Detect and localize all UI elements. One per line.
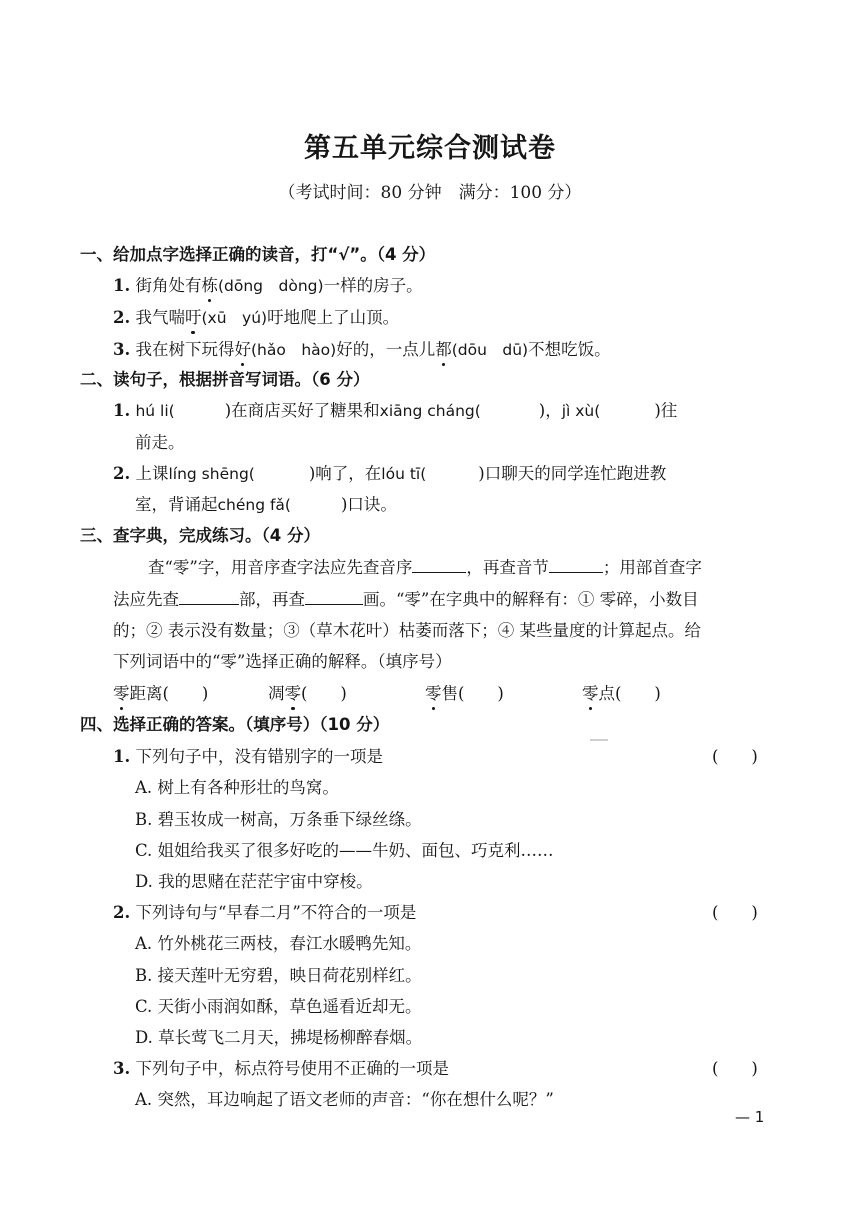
question-number: 2. [113,308,131,327]
scan-smudge [590,739,608,741]
question-text: 我气喘 [135,308,185,327]
section-2-heading: 二、读句子，根据拼音写词语。（6 分） [80,370,370,389]
pinyin-prompt: líng shēng( [168,465,255,483]
page-number: — 1 [735,1108,765,1126]
section-1-heading: 一、给加点字选择正确的读音，打“√”。（4 分） [80,245,436,264]
answer-blank[interactable] [305,590,363,605]
question-text: 不想吃饭。 [528,340,611,359]
paragraph-text: 画。“零”在字典中的解释有：① 零碎，小数目 [363,590,699,609]
dotted-char: 零 [425,680,442,704]
question-number: 3. [113,340,131,359]
option-c: C. 姐姐给我买了很多好吃的——牛奶、面包、巧克利…… [135,841,554,860]
answer-blank[interactable] [179,590,239,605]
s3-line-3: 的；② 表示没有数量；③（草木花叶）枯萎而落下；④ 某些量度的计算起点。给 [113,621,701,640]
question-number: 2. [113,903,131,922]
question-text: 下列句子中，标点符号使用不正确的一项是 [135,1059,449,1078]
pinyin-prompt: hú li( [135,402,175,420]
pinyin-choice[interactable]: (dōng dòng) [217,277,324,295]
paragraph-text: 部，再查 [239,590,305,609]
question-text: 下列诗句与“早春二月”不符合的一项是 [135,903,417,922]
pinyin-prompt: chéng fǎ( [217,496,291,514]
option-a: A. 突然，耳边响起了语文老师的声音：“你在想什么呢？” [135,1090,554,1109]
exam-info: （考试时间：80 分钟 满分：100 分） [278,183,582,203]
answer-blank[interactable] [549,558,603,573]
pinyin-choice[interactable]: (hǎo hào) [250,341,337,359]
option-a: A. 树上有各种形壮的鸟窝。 [135,778,339,797]
question-number: 1. [113,276,131,295]
pinyin-choice[interactable]: (xū yú) [201,309,268,327]
s2-question-1-cont: 前走。 [135,433,185,452]
s3-word-4[interactable] [582,680,661,704]
question-number: 1. [113,401,131,420]
pinyin-prompt: xiāng cháng( [379,402,481,420]
question-text: )响了，在 [308,464,382,483]
dotted-char: 零 [285,680,302,704]
question-number: 1. [113,747,131,766]
s3-line-2 [113,586,699,610]
s3-word-1[interactable] [113,680,208,704]
dotted-char: 零 [113,680,130,704]
s3-word-3[interactable] [425,680,504,704]
question-text: 好的，一点儿 [336,340,436,359]
s4-question-1 [113,743,383,767]
question-number: 2. [113,464,131,483]
question-text: 上课 [135,464,169,483]
section-4-heading: 四、选择正确的答案。（填序号）（10 分） [80,715,390,734]
question-text: 下列句子中，没有错别字的一项是 [135,747,383,766]
question-text: )在商店买好了糖果和 [224,401,380,420]
paragraph-text: ，再查音节 [466,558,549,577]
s1-question-2 [113,304,399,328]
dotted-char: 栋 [201,272,218,296]
question-text: )口聊天的同学连忙跑进教 [478,464,667,483]
paragraph-text: 查“零”字，用音序查字法应先查音序 [148,558,413,577]
option-d: D. 草长莺飞二月天，拂堤杨柳醉春烟。 [135,1028,423,1047]
answer-paren[interactable]: ( ) [712,1059,758,1078]
paragraph-text: ；用部首查字 [602,558,702,577]
question-text: )往 [654,401,678,420]
dotted-char: 都 [435,336,452,360]
s4-question-2 [113,899,416,923]
answer-blank[interactable] [412,558,466,573]
question-text: 一样的房子。 [323,276,423,295]
s2-question-2-cont [135,491,397,515]
question-text: )， [538,401,562,420]
s4-question-3 [113,1055,449,1079]
word-part: 售( ) [441,684,504,703]
s2-question-1 [113,397,677,421]
question-number: 3. [113,1059,131,1078]
page-title: 第五单元综合测试卷 [304,133,556,164]
option-b: B. 碧玉妆成一树高，万条垂下绿丝绦。 [135,810,422,829]
s3-line-4: 下列词语中的“零”选择正确的解释。（填序号） [113,652,452,671]
s1-question-3 [113,336,611,360]
dotted-char: 零 [582,680,599,704]
option-c: C. 天街小雨润如酥，草色遥看近却无。 [135,997,422,1016]
question-text: 吁地爬上了山顶。 [267,308,400,327]
question-text: 室，背诵起 [135,495,218,514]
question-text: 我在树下玩得 [135,340,235,359]
pinyin-prompt: jì xù( [561,402,601,420]
section-3-heading: 三、查字典，完成练习。（4 分） [80,526,320,545]
question-text: 街角处有 [135,276,202,295]
s2-question-2 [113,460,666,484]
pinyin-choice[interactable]: (dōu dū) [451,341,529,359]
word-part: 距离( ) [129,684,209,703]
dotted-char: 好 [234,336,251,360]
option-a: A. 竹外桃花三两枝，春江水暖鸭先知。 [135,934,422,953]
word-part: ( ) [301,684,347,703]
answer-paren[interactable]: ( ) [712,903,758,922]
dotted-char: 吁 [185,304,202,328]
s3-line-1 [148,554,702,578]
question-text: )口诀。 [340,495,397,514]
option-b: B. 接天莲叶无穷碧，映日荷花别样红。 [135,966,422,985]
pinyin-prompt: lóu tī( [381,465,427,483]
s1-question-1 [113,272,423,296]
word-part: 凋 [268,684,285,703]
s3-word-2[interactable] [268,680,347,704]
word-part: 点( ) [598,684,661,703]
answer-paren[interactable]: ( ) [712,747,758,766]
option-d: D. 我的思赌在茫茫宇宙中穿梭。 [135,872,373,891]
paragraph-text: 法应先查 [113,590,179,609]
